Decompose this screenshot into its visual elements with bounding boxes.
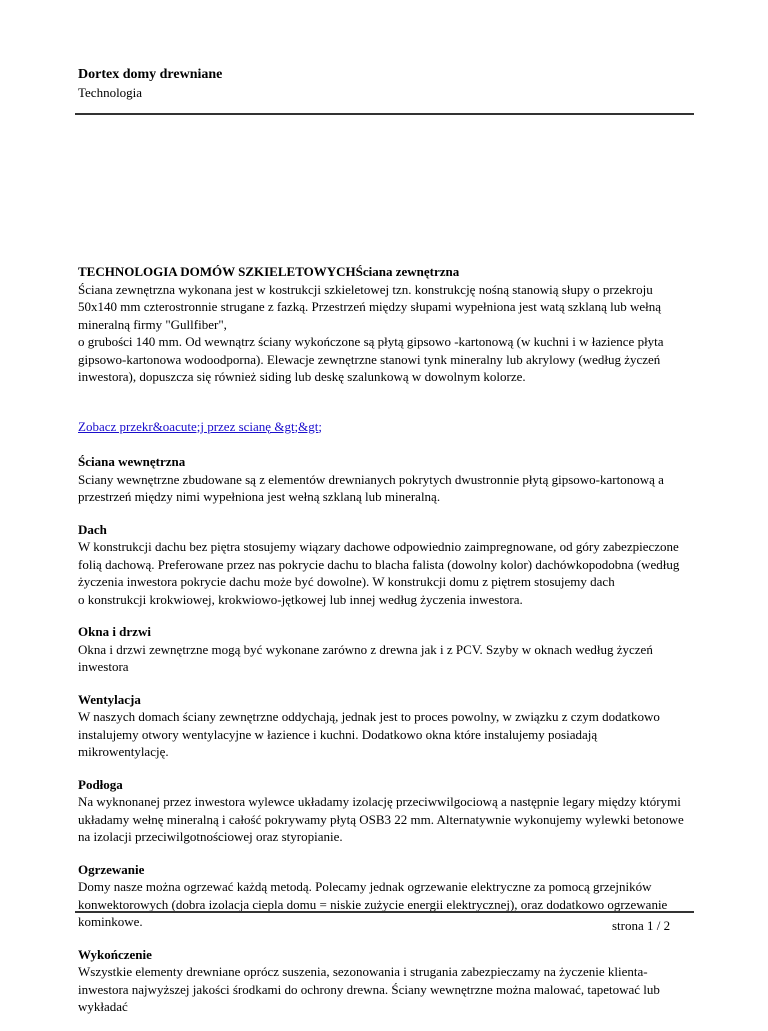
- section-title: Podłoga: [78, 776, 123, 792]
- section-windows-doors: [78, 623, 690, 676]
- section-title: Wykończenie: [78, 946, 152, 962]
- intro-heading: TECHNOLOGIA DOMÓW SZKIELETOWYCHŚciana zewnętrzna: [78, 264, 460, 279]
- document-body: [78, 263, 690, 1031]
- section-floor: [78, 776, 690, 846]
- section-text: Okna i drzwi zewnętrzne mogą być wykonane zarówno z drewna jak i z PCV. Szyby w oknach według życzeń inwestora: [78, 641, 653, 674]
- section-title: Wentylacja: [78, 691, 141, 707]
- section-title: Dach: [78, 521, 107, 537]
- section-interior-wall: [78, 453, 690, 506]
- cross-section-link[interactable]: Zobacz przekr&oacute;j przez scianę &gt;&gt;: [78, 418, 322, 434]
- section-text: Na wyknonanej przez inwestora wylewce układamy izolację przeciwwilgociową a następnie legary między którymi układamy wełnę mineralną i całość pokrywamy płytą OSB3 22 mm. Alternatywnie wykonujemy wylewki betonowe na izolacji przeciwilgotnościowej oraz styropianie.: [78, 794, 684, 844]
- section-ventilation: [78, 691, 690, 761]
- intro-paragraph-1: Ściana zewnętrzna wykonana jest w kostrukcji szkieletowej tzn. konstrukcję nośną stanowią słupy o przekroju 50x140 mm czterostronnie strugane z fazką. Przestrzeń między słupami wypełniona jest watą szklaną lub wełną mineralną firmy "Gullfiber",: [78, 281, 662, 332]
- section-text: W konstrukcji dachu bez piętra stosujemy wiązary dachowe odpowiednio zaimpregnowane, od góry zabezpieczone folią dachową. Preferowane przez nas pokrycie dachu to blacha falista (dowolny kolor) dachówkopodobna (według życzenia inwestora pokrycie dachu może być dowolne). W konstrukcji domu z piętrem stosujemy dach: [78, 539, 680, 589]
- site-subtitle: Technologia: [78, 85, 143, 100]
- section-heating: [78, 861, 690, 931]
- section-text: Domy nasze można ogrzewać każdą metodą. Polecamy jednak ogrzewanie elektryczne za pomocą grzejników konwektorowych (dobra izolacja ciepla domu = niskie zużycie energii elektrycznej), oraz dodatkowo ogrzewanie kominkowe.: [78, 879, 668, 929]
- section-text: Wszystkie elementy drewniane oprócz suszenia, sezonowania i strugania zabezpieczamy na życzenie klienta-inwestora najwyższej jakości środkami do ochrony drewna. Ściany wewnętrzne można malować, tapetować lub wykładać: [78, 964, 660, 1014]
- header-divider: [75, 113, 694, 115]
- section-text: W naszych domach ściany zewnętrzne oddychają, jednak jest to proces powolny, w związku z czym dodatkowo instalujemy otwory wentylacyjne w łazience i kuchni. Dodatkowo okna które instalujemy posiadają mikrowentylację.: [78, 709, 660, 759]
- site-title: Dortex domy drewniane: [78, 67, 223, 82]
- footer-divider: [75, 911, 694, 913]
- page-header: [78, 66, 693, 101]
- page-number: strona 1 / 2: [612, 918, 671, 933]
- section-roof: [78, 521, 690, 609]
- intro-paragraph-2: o grubości 140 mm. Od wewnątrz ściany wykończone są płytą gipsowo -kartonową (w kuchni i w łazience płyta gipsowo-kartonowa wodoodporna). Elewacje zewnętrzne stanowi tynk mineralny lub akrylowy (według życzeń inwestora), dopuszcza się również siding lub deskę szalunkową w dowolnym kolorze.: [78, 334, 664, 384]
- section-title: Ściana wewnętrzna: [78, 454, 186, 469]
- section-title: Ogrzewanie: [78, 861, 145, 877]
- section-finishing: [78, 946, 690, 1016]
- section-text-continued: o konstrukcji krokwiowej, krokwiowo-jętkowej lub innej według życzenia inwestora.: [78, 591, 523, 607]
- section-text: Sciany wewnętrzne zbudowane są z elementów drewnianych pokrytych dwustronnie płytą gipsowo-kartonową a przestrzeń między nimi wypełniona jest wełną szklaną lub mineralną.: [78, 471, 664, 504]
- section-title: Okna i drzwi: [78, 624, 151, 639]
